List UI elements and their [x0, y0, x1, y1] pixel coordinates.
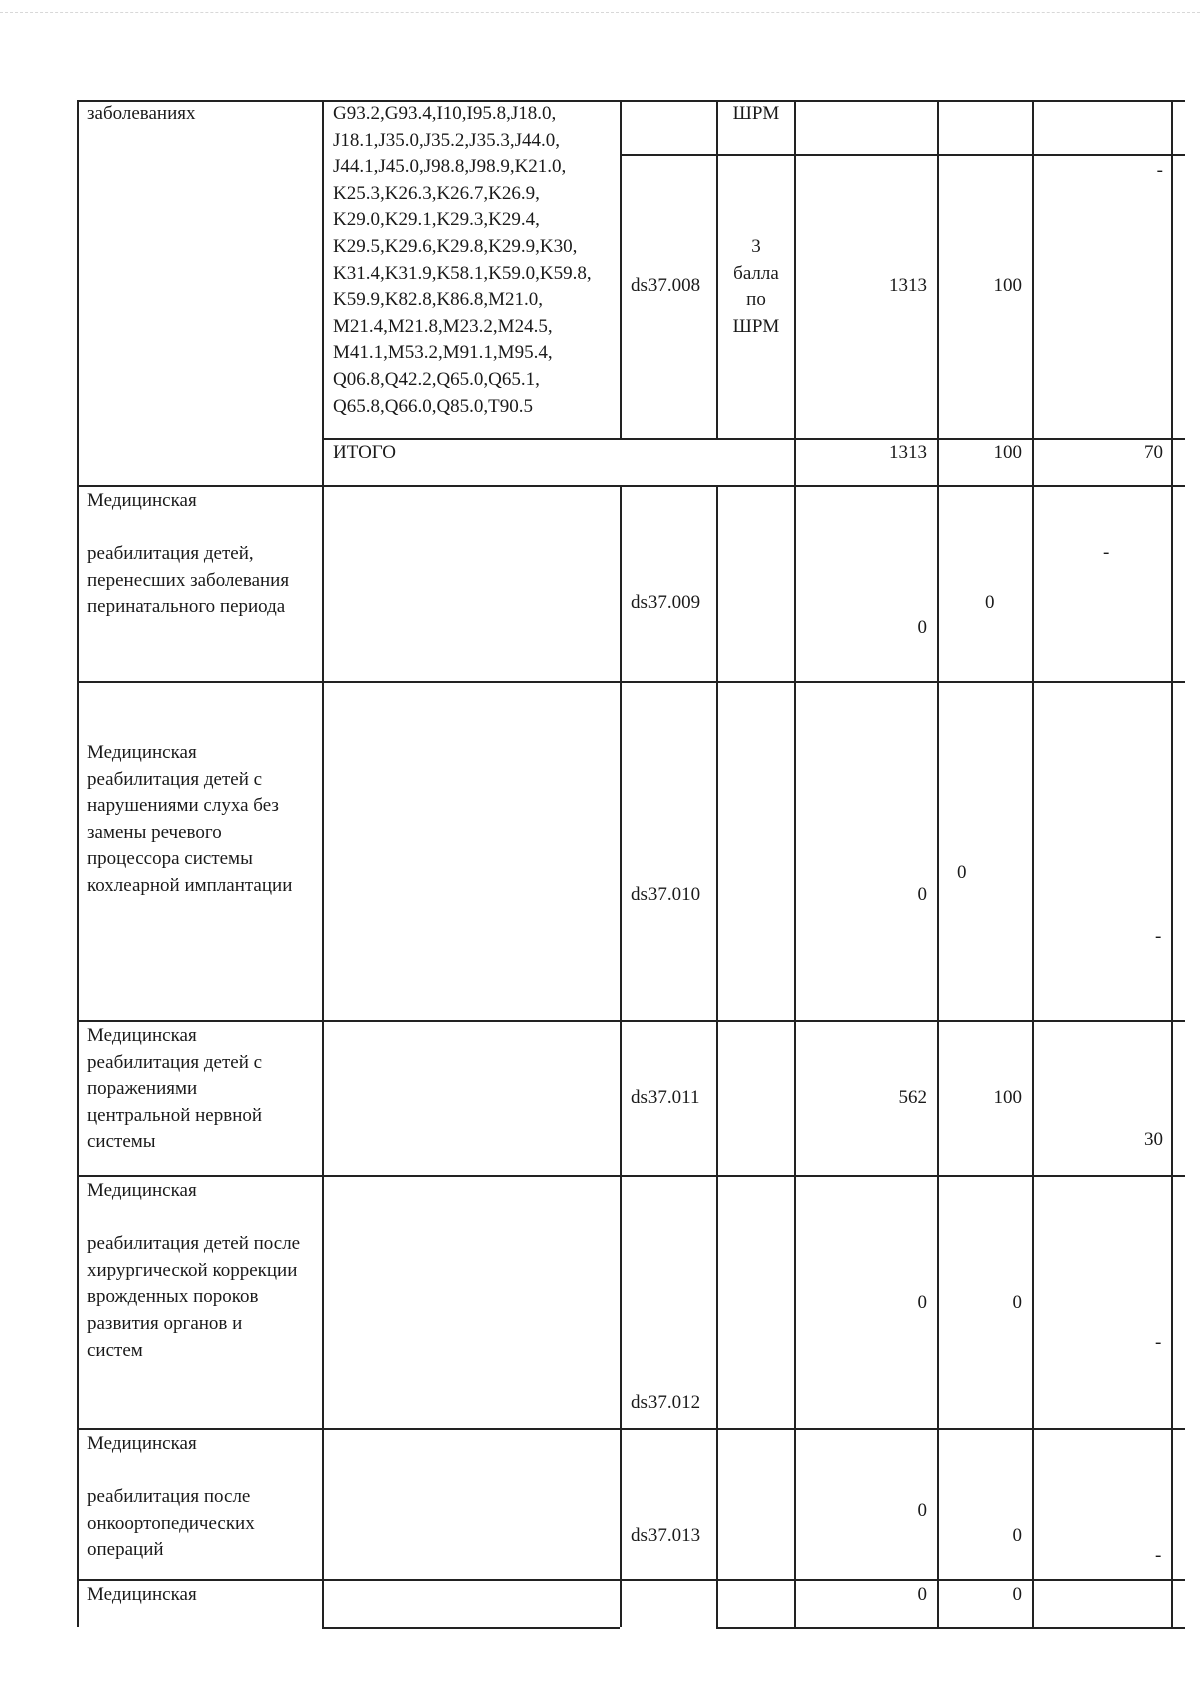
row-name-line: реабилитация детей с [87, 768, 263, 790]
row-name-line: развития органов и [87, 1312, 243, 1334]
row-name [87, 488, 289, 621]
row-name-line: реабилитация детей после [87, 1233, 301, 1255]
last-value: - [1103, 542, 1110, 563]
row-name [87, 1023, 262, 1156]
group-code: ds37.011 [631, 1087, 700, 1108]
shrm-label: ШРМ [732, 103, 780, 124]
volume-value: 562 [898, 1087, 927, 1108]
total-percent: 100 [993, 442, 1022, 463]
row-line [77, 1020, 1185, 1022]
criteria [716, 234, 796, 340]
row-name [87, 1582, 197, 1609]
group-code: ds37.009 [631, 592, 701, 613]
row-name [87, 740, 292, 900]
row-name-line: нарушениями слуха без [87, 795, 279, 817]
volume-value: 1313 [889, 275, 927, 296]
row-name-line: Медицинская [87, 1180, 197, 1201]
icd-code-line: Q06.8,Q42.2,Q65.0,Q65.1, [333, 368, 540, 390]
row-line [716, 1627, 1185, 1629]
row-name-line: онкоортопедических [87, 1512, 255, 1534]
icd-code-line: K59.9,K82.8,K86.8,M21.0, [333, 289, 544, 311]
row-name-line [87, 1205, 300, 1232]
last-value: 30 [1144, 1129, 1163, 1150]
percent-value: 0 [1012, 1292, 1022, 1313]
row-name-line: перенесших заболевания [87, 569, 290, 591]
row-name-line: процессора системы [87, 848, 253, 870]
percent-value: 0 [957, 862, 967, 883]
row-name-line: перинатального периода [87, 596, 286, 618]
row-name-line: Медицинская [87, 490, 197, 511]
row-name-line: системы [87, 1131, 156, 1153]
row-line [620, 154, 1185, 156]
icd-code-line: K31.4,K31.9,K58.1,K59.0,K59.8, [333, 262, 592, 284]
total-label: ИТОГО [333, 442, 397, 463]
row-line [77, 1175, 1185, 1177]
row-name-line: центральной нервной [87, 1104, 263, 1126]
col-line [1171, 100, 1173, 1627]
last-value: - [1155, 926, 1162, 947]
col-line [620, 485, 622, 1627]
row-name-line: реабилитация детей, [87, 543, 254, 565]
col-line [77, 100, 79, 1627]
row-name-line: операций [87, 1539, 164, 1561]
icd-code-line: G93.2,G93.4,I10,I95.8,J18.0, [333, 103, 557, 124]
row-name-line: замены речевого [87, 821, 222, 843]
volume-value: 0 [917, 1500, 927, 1521]
criteria-line: по [746, 289, 766, 311]
volume-value: 0 [917, 617, 927, 638]
total-volume: 1313 [889, 442, 927, 463]
criteria-line: ШРМ [732, 315, 780, 337]
scan-edge [0, 12, 1200, 13]
icd-code-line: K29.0,K29.1,K29.3,K29.4, [333, 209, 540, 231]
row-line [77, 1428, 1185, 1430]
col-line [1032, 100, 1034, 1627]
last-value: - [1156, 160, 1163, 181]
icd-code-line: K25.3,K26.3,K26.7,K26.9, [333, 182, 540, 204]
row-name-line [87, 515, 289, 542]
row-name-line: Медицинская [87, 742, 197, 763]
icd-code-list [333, 101, 592, 420]
row-name: заболеваниях [87, 103, 196, 124]
percent-value: 0 [1012, 1584, 1022, 1605]
volume-value: 0 [917, 1584, 927, 1605]
row-name-line [87, 1458, 255, 1485]
icd-code-line: J44.1,J45.0,J98.8,J98.9,K21.0, [333, 156, 567, 178]
volume-value: 0 [917, 1292, 927, 1313]
row-name-line: поражениями [87, 1078, 198, 1100]
criteria-line: 3 [751, 236, 761, 257]
percent-value: 0 [985, 592, 995, 613]
icd-code-line: M41.1,M53.2,M91.1,M95.4, [333, 342, 553, 364]
row-name-line: Медицинская [87, 1433, 197, 1454]
criteria-line: балла [733, 262, 779, 284]
row-name [87, 1431, 255, 1564]
row-name-line: реабилитация детей с [87, 1051, 263, 1073]
row-name-line: реабилитация после [87, 1486, 251, 1508]
col-line [620, 100, 622, 438]
col-line [937, 100, 939, 1627]
row-name-line: Медицинская [87, 1025, 197, 1046]
last-value: - [1155, 1332, 1162, 1353]
percent-value: 100 [993, 275, 1022, 296]
percent-value: 100 [993, 1087, 1022, 1108]
total-last: 70 [1144, 442, 1163, 463]
icd-code-line: M21.4,M21.8,M23.2,M24.5, [333, 315, 553, 337]
row-name [87, 1178, 300, 1364]
col-line [716, 485, 718, 1627]
icd-code-line: Q65.8,Q66.0,Q85.0,T90.5 [333, 395, 534, 417]
row-line [77, 1579, 1185, 1581]
row-name-line: систем [87, 1339, 143, 1361]
group-code: ds37.008 [631, 275, 701, 296]
row-line [322, 1627, 620, 1629]
row-name-line: хирургической коррекции [87, 1259, 298, 1281]
icd-code-line: K29.5,K29.6,K29.8,K29.9,K30, [333, 235, 578, 257]
last-value: - [1155, 1545, 1162, 1566]
col-line [322, 100, 324, 1627]
icd-code-line: J18.1,J35.0,J35.2,J35.3,J44.0, [333, 129, 560, 151]
row-name-line: кохлеарной имплантации [87, 874, 293, 896]
row-name-line: Медицинская [87, 1584, 197, 1605]
volume-value: 0 [917, 884, 927, 905]
row-name-line: врожденных пороков [87, 1286, 259, 1308]
row-line [77, 485, 1185, 487]
row-line [77, 100, 1185, 102]
group-code: ds37.010 [631, 884, 701, 905]
percent-value: 0 [1012, 1525, 1022, 1546]
group-code: ds37.013 [631, 1525, 701, 1546]
row-line [77, 681, 1185, 683]
group-code: ds37.012 [631, 1392, 701, 1413]
